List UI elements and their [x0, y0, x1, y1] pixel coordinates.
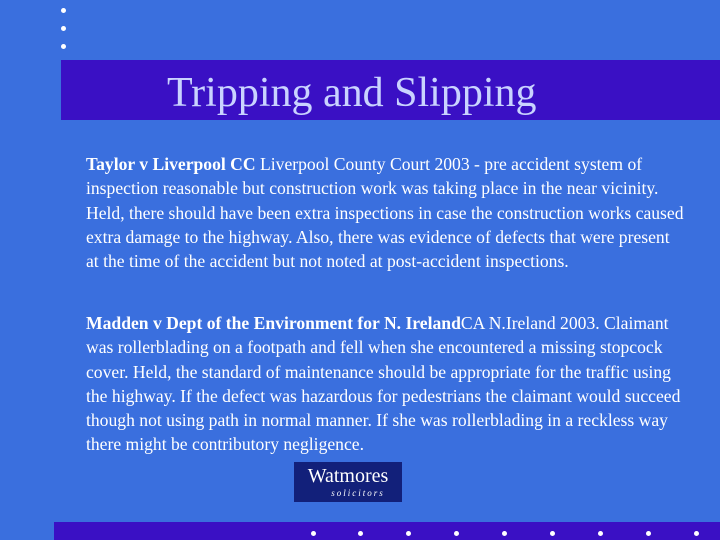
case-text: CA N.Ireland 2003. Claimant was rollerblading on a footpath and fell when she encountered a missing stopcock cover. Held, the standard of maintenance should be appropriate for the traffic using the highway. If the defect was hazardous for pedestrians the claimant would succeed though not using path in normal manner. If she was rollerblading in a reckless way there might be contributory negligence.: [86, 313, 681, 455]
case-paragraph-taylor: [86, 152, 686, 273]
logo-name: Watmores: [307, 465, 389, 487]
case-paragraph-madden: [86, 311, 686, 457]
dot: [61, 44, 66, 49]
logo-subtitle: solicitors: [331, 488, 385, 498]
dot: [61, 26, 66, 31]
bottom-bar: [54, 522, 720, 540]
case-name: Taylor v Liverpool CC: [86, 154, 256, 174]
case-text: Liverpool County Court 2003 - pre accident system of inspection reasonable but construction work was taking place in the near vicinity. Held, there should have been extra inspections in case the construction works caused extra damage to the highway. Also, there was evidence of defects that were present at the time of the accident but not noted at post-accident inspections.: [86, 154, 684, 272]
dot: [61, 8, 66, 13]
case-name: Madden v Dept of the Environment for N. Ireland: [86, 313, 461, 333]
slide-title: Tripping and Slipping: [167, 70, 537, 116]
watmores-logo: [294, 462, 402, 502]
decorative-dots-left: [61, 4, 69, 54]
